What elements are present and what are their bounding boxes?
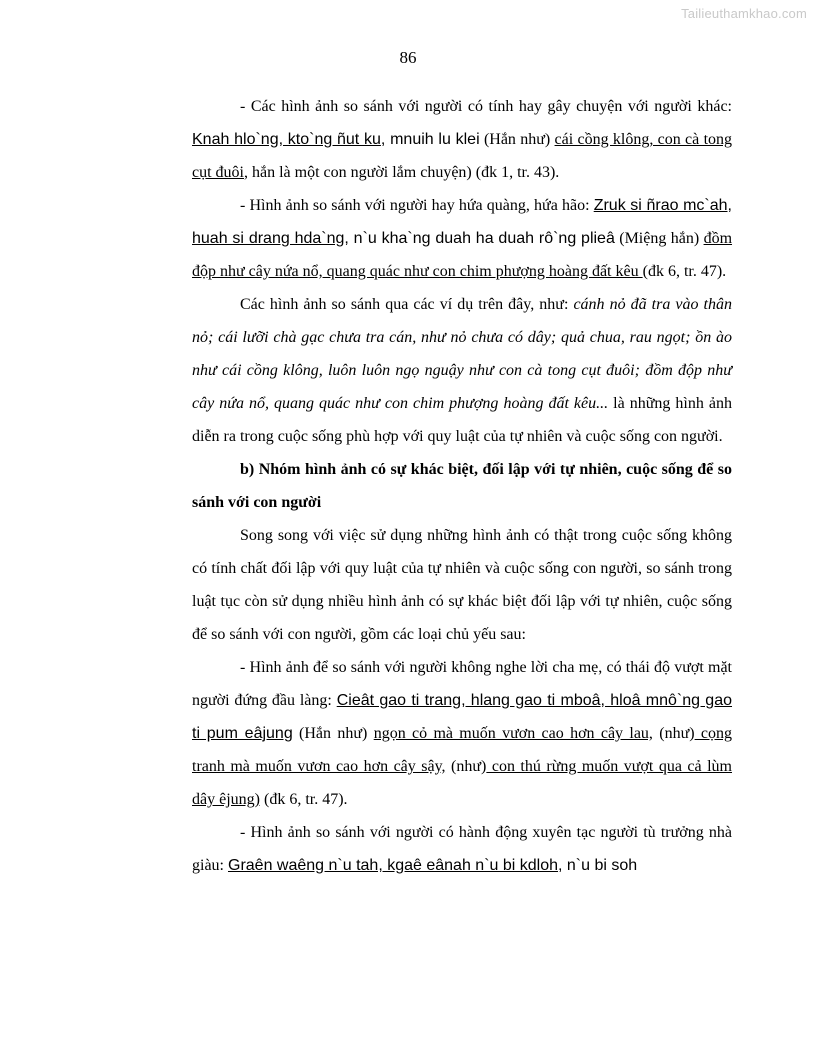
paragraph-4: Song song với việc sử dụng những hình ảnh có thật trong cuộc sống không có tính chất đối lập với quy luật của tự nhiên và cuộc sống con người, so sánh trong luật tục còn sử dụng nhiều hình ảnh có sự khác biệt đối lập với tự nhiên, cuộc sống để so sánh với con người, gồm các loại chủ yếu sau: [192,527,732,643]
ede-text: , n`u bi soh [558,857,638,874]
page-number: 86 [399,48,417,67]
ede-text: , n`u kha`ng duah ha duah rô`ng plieâ [344,230,615,247]
text: - Hình ảnh so sánh với người hay hứa quàng, hứa hão: [240,197,594,214]
underlined-translation: con thú rừng muốn vượt qua cả lùm dây êjung) [192,758,732,808]
text: , hắn là một con người lắm chuyện) (đk 1, tr. 43). [244,164,560,181]
underlined-translation: đồm độp như cây nứa nổ, quang quác như con chim phượng hoàng đất kêu [192,230,733,280]
text: - Hình ảnh để so sánh với người không nghe lời cha mẹ, có thái độ vượt mặt người đứng đầu làng: [192,659,732,709]
ede-quote: Zruk si ñrao mc`ah, huah si drang hda`ng [192,197,733,247]
text: là những hình ảnh diễn ra trong cuộc sống phù hợp với quy luật của tự nhiên và cuộc sống con người. [192,395,733,445]
paragraph-1 [192,90,732,189]
text: - Các hình ảnh so sánh với người có tính hay gây chuyện với người khác: [240,98,732,115]
section-heading: b) Nhóm hình ảnh có sự khác biệt, đối lập với tự nhiên, cuộc sống để so sánh với con người [192,461,732,511]
text: Các hình ảnh so sánh qua các ví dụ trên đây, như: [240,296,574,313]
paragraph-6 [192,816,732,882]
ede-quote: Cieât gao ti trang, hlang gao ti mboâ, hloâ mnô`ng gao ti pum eâjung [192,692,733,742]
paragraph-3 [192,288,732,453]
text: (đk 6, tr. 47). [259,791,348,808]
text: (Miệng hắn) [614,230,704,247]
text: (Hắn như) [292,725,374,742]
underlined-translation: cái cồng klông, con cà tong cụt đuôi [192,131,733,181]
ede-quote: Graên waêng n`u tah, kgaê eânah n`u bi kdloh [228,857,559,874]
document-body [192,90,732,882]
underlined-translation: cọng tranh mà muốn vươn cao hơn cây sậy, [192,725,733,775]
text: (như) [445,758,487,775]
ede-quote: Knah hlo`ng, kto`ng ñut ku [192,131,381,148]
paragraph-2 [192,189,732,288]
paragraph-5 [192,651,732,816]
watermark: Tailieuthamkhao.com [681,6,807,21]
text: (Hắn như) [479,131,555,148]
text: (như) [652,725,695,742]
text: (đk 6, tr. 47). [642,263,727,280]
italic-examples: cánh nỏ đã tra vào thân nỏ; cái lưỡi chà gạc chưa tra cán, như nỏ chưa có dây; quả chua, rau ngọt; ồn ào như cái cồng klông, luôn luôn ngọ nguậy như con cà tong cụt đuôi; đồm độp như cây nứa nổ, quang quác như con chim phượng hoàng đất kêu... [192,296,732,412]
text: - Hình ảnh so sánh với người có hành động xuyên tạc người tù trưởng nhà giàu: [192,824,732,874]
underlined-translation: ngọn cỏ mà muốn vươn cao hơn cây lau, [373,725,653,742]
ede-text: , mnuih lu klei [380,131,480,148]
